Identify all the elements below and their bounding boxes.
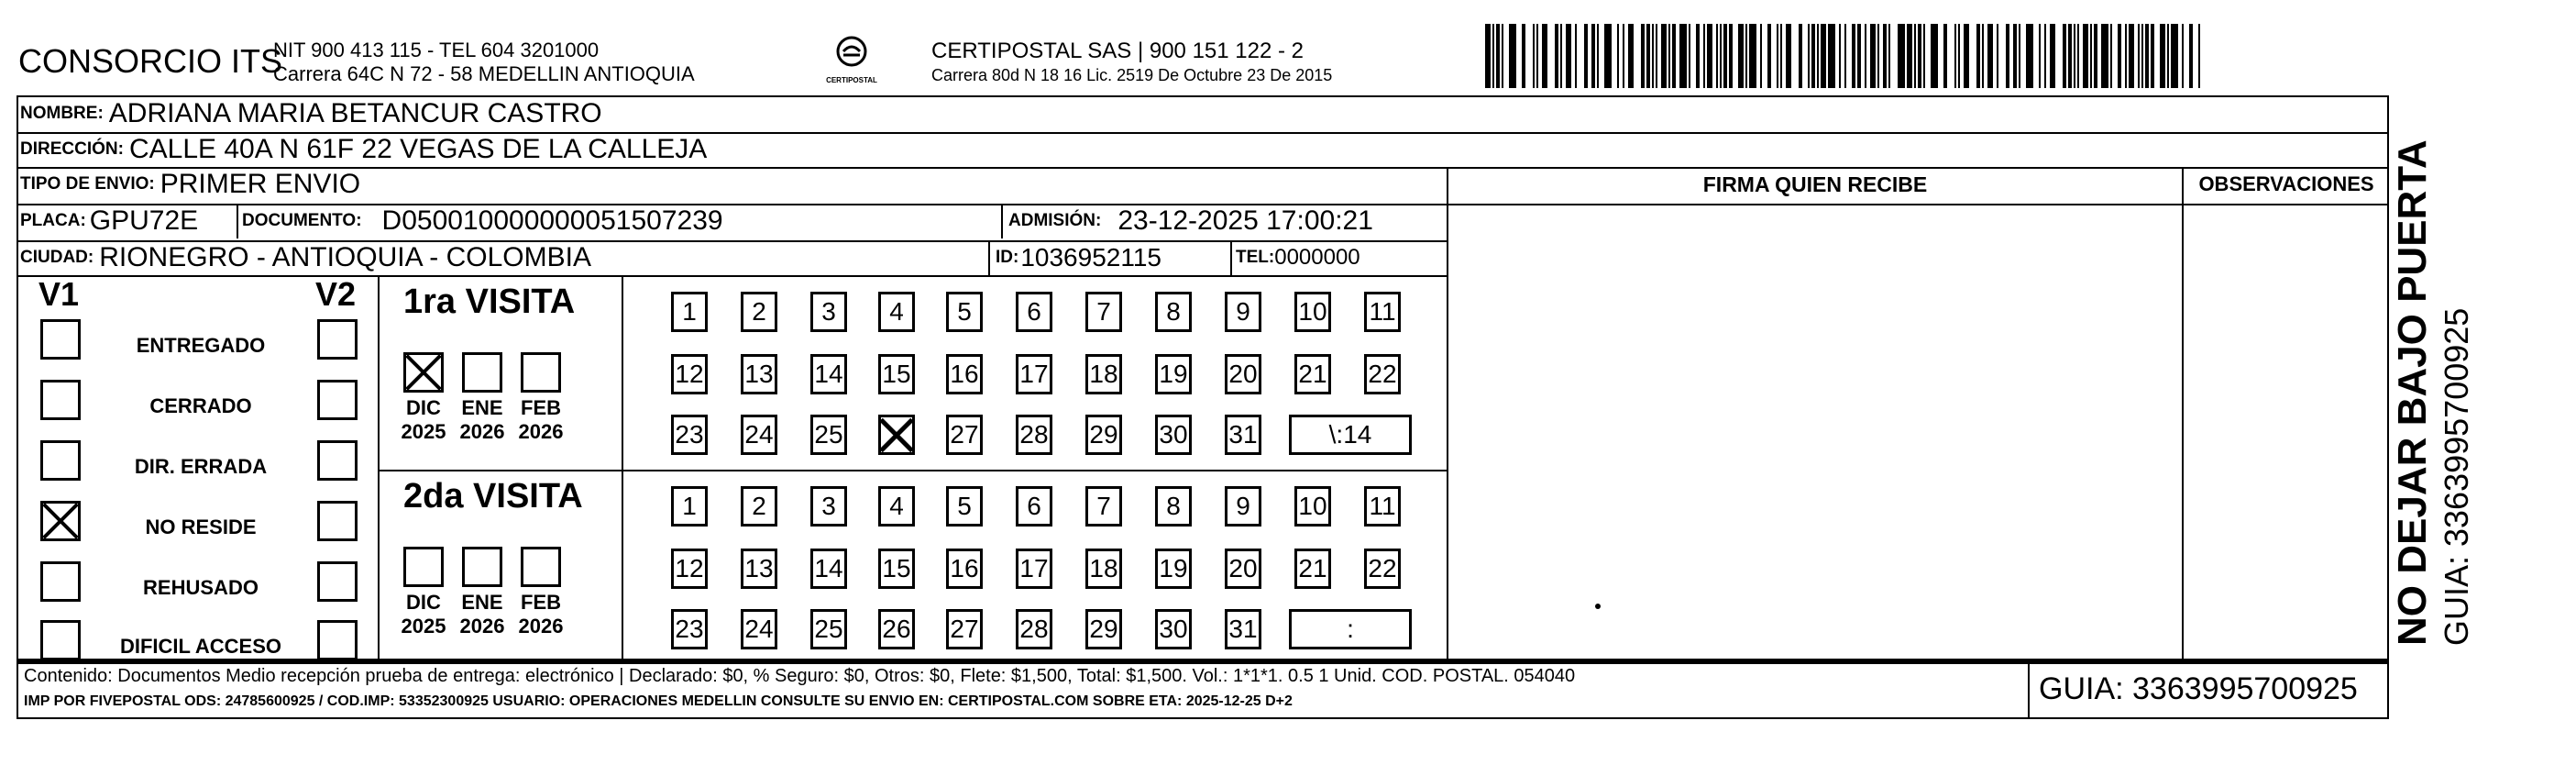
day-box-17[interactable]: 17 — [1016, 549, 1052, 589]
v2-checkbox-6[interactable] — [317, 620, 358, 660]
day-box-15[interactable]: 15 — [878, 549, 915, 589]
placa-label: PLACA: — [20, 211, 86, 230]
day-box-31[interactable]: 31 — [1225, 415, 1261, 455]
day-box-19[interactable]: 19 — [1155, 354, 1192, 394]
day-box-6[interactable]: 6 — [1016, 486, 1052, 527]
status-label: CERRADO — [149, 394, 252, 417]
carrier-address: Carrera 80d N 18 16 Lic. 2519 De Octubre 23 De 2015 — [931, 66, 1333, 84]
status-label: DIFICIL ACCESO — [119, 635, 281, 658]
day-box-12[interactable]: 12 — [671, 354, 708, 394]
day-box-10[interactable]: 10 — [1294, 292, 1331, 332]
v2-checkbox-3[interactable] — [317, 440, 358, 481]
day-box-4[interactable]: 4 — [878, 486, 915, 527]
company-name: CONSORCIO ITS — [18, 42, 283, 80]
footer-line1: Contenido: Documentos Medio recepción prueba de entrega: electrónico | Declarado: $0, % Seguro: $0, Otros: $0, Flete: $1,500, Total: $1,500. Vol.: 1*1*1. 0.5 1 Unid. COD. POSTAL. 054040 — [24, 666, 1576, 686]
day-box-1[interactable]: 1 — [671, 292, 708, 332]
day-box-6[interactable]: 6 — [1016, 292, 1052, 332]
day-box-17[interactable]: 17 — [1016, 354, 1052, 394]
day-box-14[interactable]: 14 — [810, 549, 847, 589]
certipostal-logo-icon — [810, 35, 893, 72]
v2-checkbox-4[interactable] — [317, 501, 358, 541]
day-box-8[interactable]: 8 — [1155, 292, 1192, 332]
v1-checkbox-6[interactable] — [40, 620, 81, 660]
month-name: DIC — [406, 396, 441, 419]
month-label — [396, 591, 451, 638]
day-box-11[interactable]: 11 — [1364, 292, 1401, 332]
day-box-27[interactable]: 27 — [946, 415, 983, 455]
day-box-30[interactable]: 30 — [1155, 609, 1192, 649]
id-label: ID: — [996, 248, 1019, 267]
day-box-13[interactable]: 13 — [741, 354, 777, 394]
month-year: 2026 — [459, 420, 505, 443]
id-value: 1036952115 — [1020, 243, 1161, 272]
time-box[interactable]: : — [1289, 609, 1412, 649]
day-box-18[interactable]: 18 — [1085, 354, 1122, 394]
day-box-23[interactable]: 23 — [671, 415, 708, 455]
month-name: DIC — [406, 591, 441, 614]
day-box-1[interactable]: 1 — [671, 486, 708, 527]
direccion-value: CALLE 40A N 61F 22 VEGAS DE LA CALLEJA — [128, 134, 708, 164]
day-box-29[interactable]: 29 — [1085, 609, 1122, 649]
v1-checkbox-2[interactable] — [40, 380, 81, 420]
month-label — [513, 591, 568, 638]
firma-dot — [1595, 604, 1601, 609]
day-box-31[interactable]: 31 — [1225, 609, 1261, 649]
status-label: DIR. ERRADA — [134, 455, 268, 478]
day-box-7[interactable]: 7 — [1085, 292, 1122, 332]
firma-header: FIRMA QUIEN RECIBE — [1702, 172, 1928, 196]
status-label: ENTREGADO — [136, 334, 266, 357]
month-year: 2025 — [401, 615, 446, 638]
month-name: ENE — [461, 591, 503, 614]
day-box-14[interactable]: 14 — [810, 354, 847, 394]
day-box-21[interactable]: 21 — [1294, 549, 1331, 589]
v1-checkbox-3[interactable] — [40, 440, 81, 481]
month-checkbox-feb[interactable] — [521, 547, 561, 587]
day-box-28[interactable]: 28 — [1016, 609, 1052, 649]
month-checkbox-feb[interactable] — [521, 352, 561, 393]
footer-line2: IMP POR FIVEPOSTAL ODS: 24785600925 / COD.IMP: 53352300925 USUARIO: OPERACIONES MEDELLIN CONSULTE SU ENVIO EN: CERTIPOSTAL.COM SOBRE ETA: 2025-12-25 D+2 — [24, 693, 1293, 709]
direccion-label: DIRECCIÓN: — [20, 139, 124, 159]
day-box-2[interactable]: 2 — [741, 486, 777, 527]
day-box-29[interactable]: 29 — [1085, 415, 1122, 455]
day-box-26[interactable] — [878, 415, 915, 455]
month-label — [396, 396, 451, 444]
day-box-10[interactable]: 10 — [1294, 486, 1331, 527]
day-box-9[interactable]: 9 — [1225, 292, 1261, 332]
day-box-7[interactable]: 7 — [1085, 486, 1122, 527]
v1-label: V1 — [39, 275, 80, 313]
tel-label: TEL: — [1236, 248, 1275, 267]
status-label: REHUSADO — [143, 576, 259, 599]
logo-caption: CERTIPOSTAL — [826, 76, 877, 84]
documento-value: D050010000000051507239 — [381, 205, 723, 236]
day-box-28[interactable]: 28 — [1016, 415, 1052, 455]
day-box-16[interactable]: 16 — [946, 354, 983, 394]
carrier-line: CERTIPOSTAL SAS | 900 151 122 - 2 — [931, 39, 1304, 63]
day-box-16[interactable]: 16 — [946, 549, 983, 589]
month-label — [455, 396, 510, 444]
side-warning: NO DEJAR BAJO PUERTA — [2390, 139, 2435, 646]
visit-title-1: 1ra VISITA — [403, 283, 576, 321]
day-box-21[interactable]: 21 — [1294, 354, 1331, 394]
day-box-25[interactable]: 25 — [810, 609, 847, 649]
certipostal-logo — [810, 35, 893, 86]
day-box-11[interactable]: 11 — [1364, 486, 1401, 527]
day-box-26[interactable]: 26 — [878, 609, 915, 649]
month-checkbox-ene[interactable] — [462, 352, 502, 393]
day-box-22[interactable]: 22 — [1364, 549, 1401, 589]
month-checkbox-dic[interactable] — [403, 547, 444, 587]
day-box-2[interactable]: 2 — [741, 292, 777, 332]
nit-line: NIT 900 413 115 - TEL 604 3201000 — [273, 39, 600, 61]
day-box-22[interactable]: 22 — [1364, 354, 1401, 394]
month-year: 2025 — [401, 420, 446, 443]
month-name: FEB — [521, 396, 561, 419]
admision-value: 23-12-2025 17:00:21 — [1117, 205, 1373, 236]
day-box-12[interactable]: 12 — [671, 549, 708, 589]
day-box-20[interactable]: 20 — [1225, 549, 1261, 589]
v2-checkbox-2[interactable] — [317, 380, 358, 420]
v2-label: V2 — [315, 275, 357, 313]
day-box-24[interactable]: 24 — [741, 415, 777, 455]
address-line: Carrera 64C N 72 - 58 MEDELLIN ANTIOQUIA — [273, 62, 695, 85]
month-name: ENE — [461, 396, 503, 419]
day-box-3[interactable]: 3 — [810, 486, 847, 527]
day-box-23[interactable]: 23 — [671, 609, 708, 649]
visit-title-2: 2da VISITA — [403, 477, 583, 516]
side-guia: GUIA: 3363995700925 — [2438, 307, 2475, 646]
day-box-5[interactable]: 5 — [946, 486, 983, 527]
footer-guia: GUIA: 3363995700925 — [2039, 671, 2358, 706]
placa-value: GPU72E — [89, 205, 199, 236]
day-box-4[interactable]: 4 — [878, 292, 915, 332]
v1-checkbox-5[interactable] — [40, 561, 81, 602]
month-checkbox-dic[interactable] — [403, 352, 444, 393]
day-box-8[interactable]: 8 — [1155, 486, 1192, 527]
nombre-label: NOMBRE: — [20, 104, 104, 123]
day-box-27[interactable]: 27 — [946, 609, 983, 649]
v2-checkbox-1[interactable] — [317, 319, 358, 360]
day-box-19[interactable]: 19 — [1155, 549, 1192, 589]
month-name: FEB — [521, 591, 561, 614]
status-label: NO RESIDE — [145, 516, 257, 538]
month-label — [513, 396, 568, 444]
month-year: 2026 — [518, 615, 564, 638]
day-box-30[interactable]: 30 — [1155, 415, 1192, 455]
observaciones-header: OBSERVACIONES — [2198, 172, 2374, 195]
ciudad-value: RIONEGRO - ANTIOQUIA - COLOMBIA — [99, 242, 591, 272]
barcode — [1485, 24, 2209, 88]
documento-label: DOCUMENTO: — [242, 211, 362, 230]
v2-checkbox-5[interactable] — [317, 561, 358, 602]
day-box-25[interactable]: 25 — [810, 415, 847, 455]
v1-checkbox-4[interactable] — [40, 501, 81, 541]
tipo-envio-label: TIPO DE ENVIO: — [20, 174, 155, 194]
day-box-20[interactable]: 20 — [1225, 354, 1261, 394]
day-box-3[interactable]: 3 — [810, 292, 847, 332]
day-box-13[interactable]: 13 — [741, 549, 777, 589]
tipo-envio-value: PRIMER ENVIO — [160, 169, 361, 199]
v1-checkbox-1[interactable] — [40, 319, 81, 360]
month-checkbox-ene[interactable] — [462, 547, 502, 587]
month-year: 2026 — [459, 615, 505, 638]
day-box-15[interactable]: 15 — [878, 354, 915, 394]
day-box-18[interactable]: 18 — [1085, 549, 1122, 589]
nombre-value: ADRIANA MARIA BETANCUR CASTRO — [108, 98, 602, 128]
ciudad-label: CIUDAD: — [20, 248, 94, 267]
day-box-9[interactable]: 9 — [1225, 486, 1261, 527]
time-box[interactable]: \:14 — [1289, 415, 1412, 455]
day-box-5[interactable]: 5 — [946, 292, 983, 332]
day-box-24[interactable]: 24 — [741, 609, 777, 649]
month-label — [455, 591, 510, 638]
month-year: 2026 — [518, 420, 564, 443]
tel-value: 0000000 — [1274, 245, 1360, 270]
admision-label: ADMISIÓN: — [1008, 211, 1102, 230]
